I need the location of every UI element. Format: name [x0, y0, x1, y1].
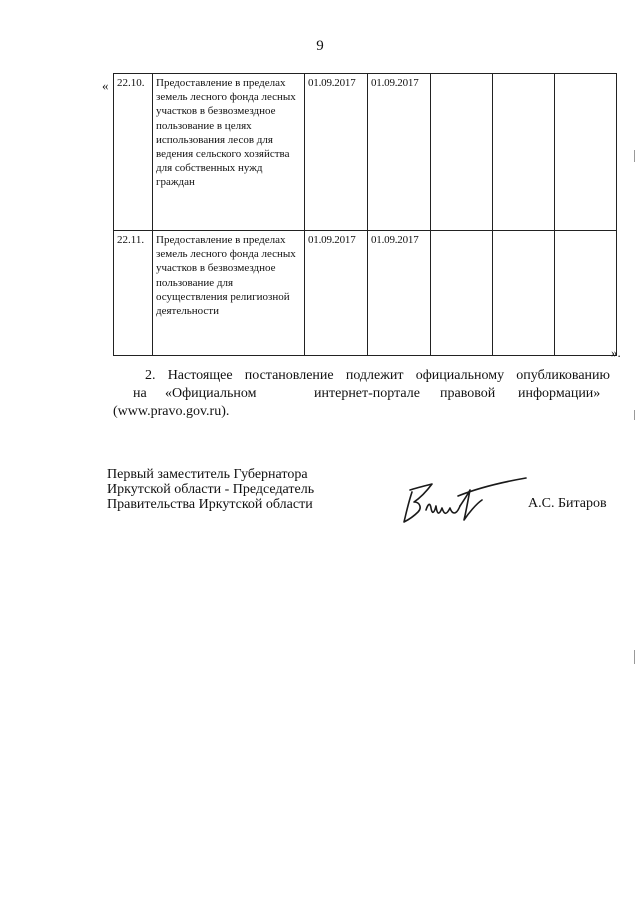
paragraph-line-3: (www.pravo.gov.ru).	[113, 404, 230, 419]
paragraph-word: информации»	[518, 386, 601, 401]
row-number: 22.10.	[114, 74, 153, 231]
date-end: 01.09.2017	[368, 74, 431, 231]
paragraph-line-1: 2. Настоящее постановление подлежит официальному опубликованию	[145, 368, 610, 383]
service-name: Предоставление в пределах земель лесного фонда лесных участков в безвозмездное пользование для осуществления религиозной деятельности	[153, 231, 305, 356]
paragraph-word: правовой	[440, 386, 496, 401]
paragraph-word: «Официальном	[165, 386, 257, 401]
services-table	[113, 73, 617, 356]
closing-quote: ».	[611, 345, 621, 360]
empty-cell	[431, 231, 493, 356]
signatory-title	[107, 467, 314, 512]
date-end: 01.09.2017	[368, 231, 431, 356]
table-row	[114, 231, 617, 356]
empty-cell	[493, 74, 555, 231]
signer-name: А.С. Битаров	[528, 496, 607, 511]
empty-cell	[555, 231, 617, 356]
paragraph-word: на	[133, 386, 147, 401]
date-start: 01.09.2017	[305, 74, 368, 231]
signatory-title-line: Иркутской области - Председатель	[107, 482, 315, 497]
service-name: Предоставление в пределах земель лесного фонда лесных участков в безвозмездное пользование в целях использования лесов для ведения сельского хозяйства для собственных нужд граждан	[153, 74, 305, 231]
table-row	[114, 74, 617, 231]
signatory-title-line: Первый заместитель Губернатора	[107, 467, 308, 482]
empty-cell	[493, 231, 555, 356]
opening-quote: «	[102, 78, 109, 93]
date-start: 01.09.2017	[305, 231, 368, 356]
scan-edge-mark	[634, 150, 635, 162]
empty-cell	[555, 74, 617, 231]
signatory-title-line: Правительства Иркутской области	[107, 497, 313, 512]
handwritten-signature	[398, 470, 533, 530]
paragraph-word: интернет-портале	[314, 386, 420, 401]
row-number: 22.11.	[114, 231, 153, 356]
page-number: 9	[316, 38, 324, 54]
scan-edge-mark	[634, 410, 635, 420]
empty-cell	[431, 74, 493, 231]
scan-edge-mark	[634, 650, 635, 664]
